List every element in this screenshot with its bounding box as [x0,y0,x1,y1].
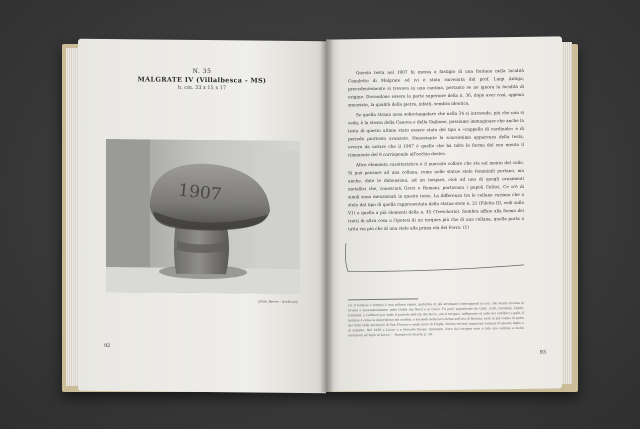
footnote-rule [348,298,418,300]
stele-photo [106,139,300,294]
page-number-left: 92 [104,342,111,350]
entry-number: N. 35 [192,67,212,76]
photo-credit: (Foto Berra - Archivio) [258,299,298,305]
paragraph-3: Altro elemento caratteristico è il marcato collare che sta sul mento del collo. Si può pensare ad una collana, come nelle statue stele femminili portano, ma anche, date le dimensioni, ad un torques, cioè ad uno di quegli ornamenti metallici che, conosciuti Greci e Romani, portavano i popoli Celtici. Ce n'è di simili sono menzionati in questo testo. La differenza tra le collane variano che a stelo dal tipo di quella rappresentata dalla statua-stele n. 21 (Filetto III, vedi sulla V1) e quella a più elementi della n. 45 (Trescherio). Sembra affine alla forma dei tratti di altra cosa a l'ipotesi di un torques più che di una collana, quella porta a tutta via più che di una stele alla prima età del Ferro. (1) [348,159,524,232]
stone-carved-date: 1907 [177,180,223,206]
open-book [62,38,578,394]
body-text [348,67,524,233]
pencil-underline-mark [342,238,528,275]
page-number-right: 93 [539,349,546,356]
entry-title: MALGRATE IV (Villalbesca - MS) [137,75,267,85]
entry-dimensions: h. cm. 33 x 15 x 17 [177,84,227,92]
left-page [78,39,326,394]
paragraph-1: Questa testa nel 1907 fu messa a fastigio di una fontana nella località Canaletto di Malgrate ed ivi è stata rinvenuta dal prof. Luigi Antiga; precedentemente si trovava in una cantina, pertanto se ne ignora la località di origine. Dovendone essere la parte superiore della n. 36, dopo aver così, appena smussato, la qualità della pietra, infatti, sembra identica. [348,67,524,108]
paragraph-2: Se quella strana ansa sobretangolare che nella 34 si intravede, più che non si veda, è la stessa della Canova e della Giglione, possiamo immaginare che anche la testa di questo ultimo stato essere stato del tipo a «cappello di cardinale» e di periodo piuttosto avanzato. Nonostante la scarsissima apparenza della testa, ovvero da notare che il 1907 è quello che ha tolto la forma del suo mento il rimanente del 9 corrisponde all'occhio destro. [348,109,524,158]
right-page [326,36,562,391]
stone-head-image [106,139,300,294]
book-gutter [320,40,334,392]
footnote-text: (1) Il torques o torquis è una collana rigida, metallica di più strumenti contrapposti in uso, che venne trovata in Grecia e successivamente nella Gallia del Nord e ai Greci. Fu però soprattutto da Galli, Celti, Germani, Liguri, Cantabri, e Celtiberi per tutto il periodo dell'età del Ferro, con il torques, raffigurato al collo dei celtiberi e galli, il torques è come la descrizione dei cardini; a seconda della loro forma sull'oro di Brescia, nota in più tombe di parte dei Galli nella necropoli di San Fiorano e negli scavi di Puglia, furono trovate numerose torques di queste leghe e di argento. Nel 1939 a Lecco e a Vercello furono rinvenute d'oro del torques vero a lato una collana a molte variazioni ad Agro di Lecco — Pensiero di Suardi, p. 58. [348,300,524,338]
